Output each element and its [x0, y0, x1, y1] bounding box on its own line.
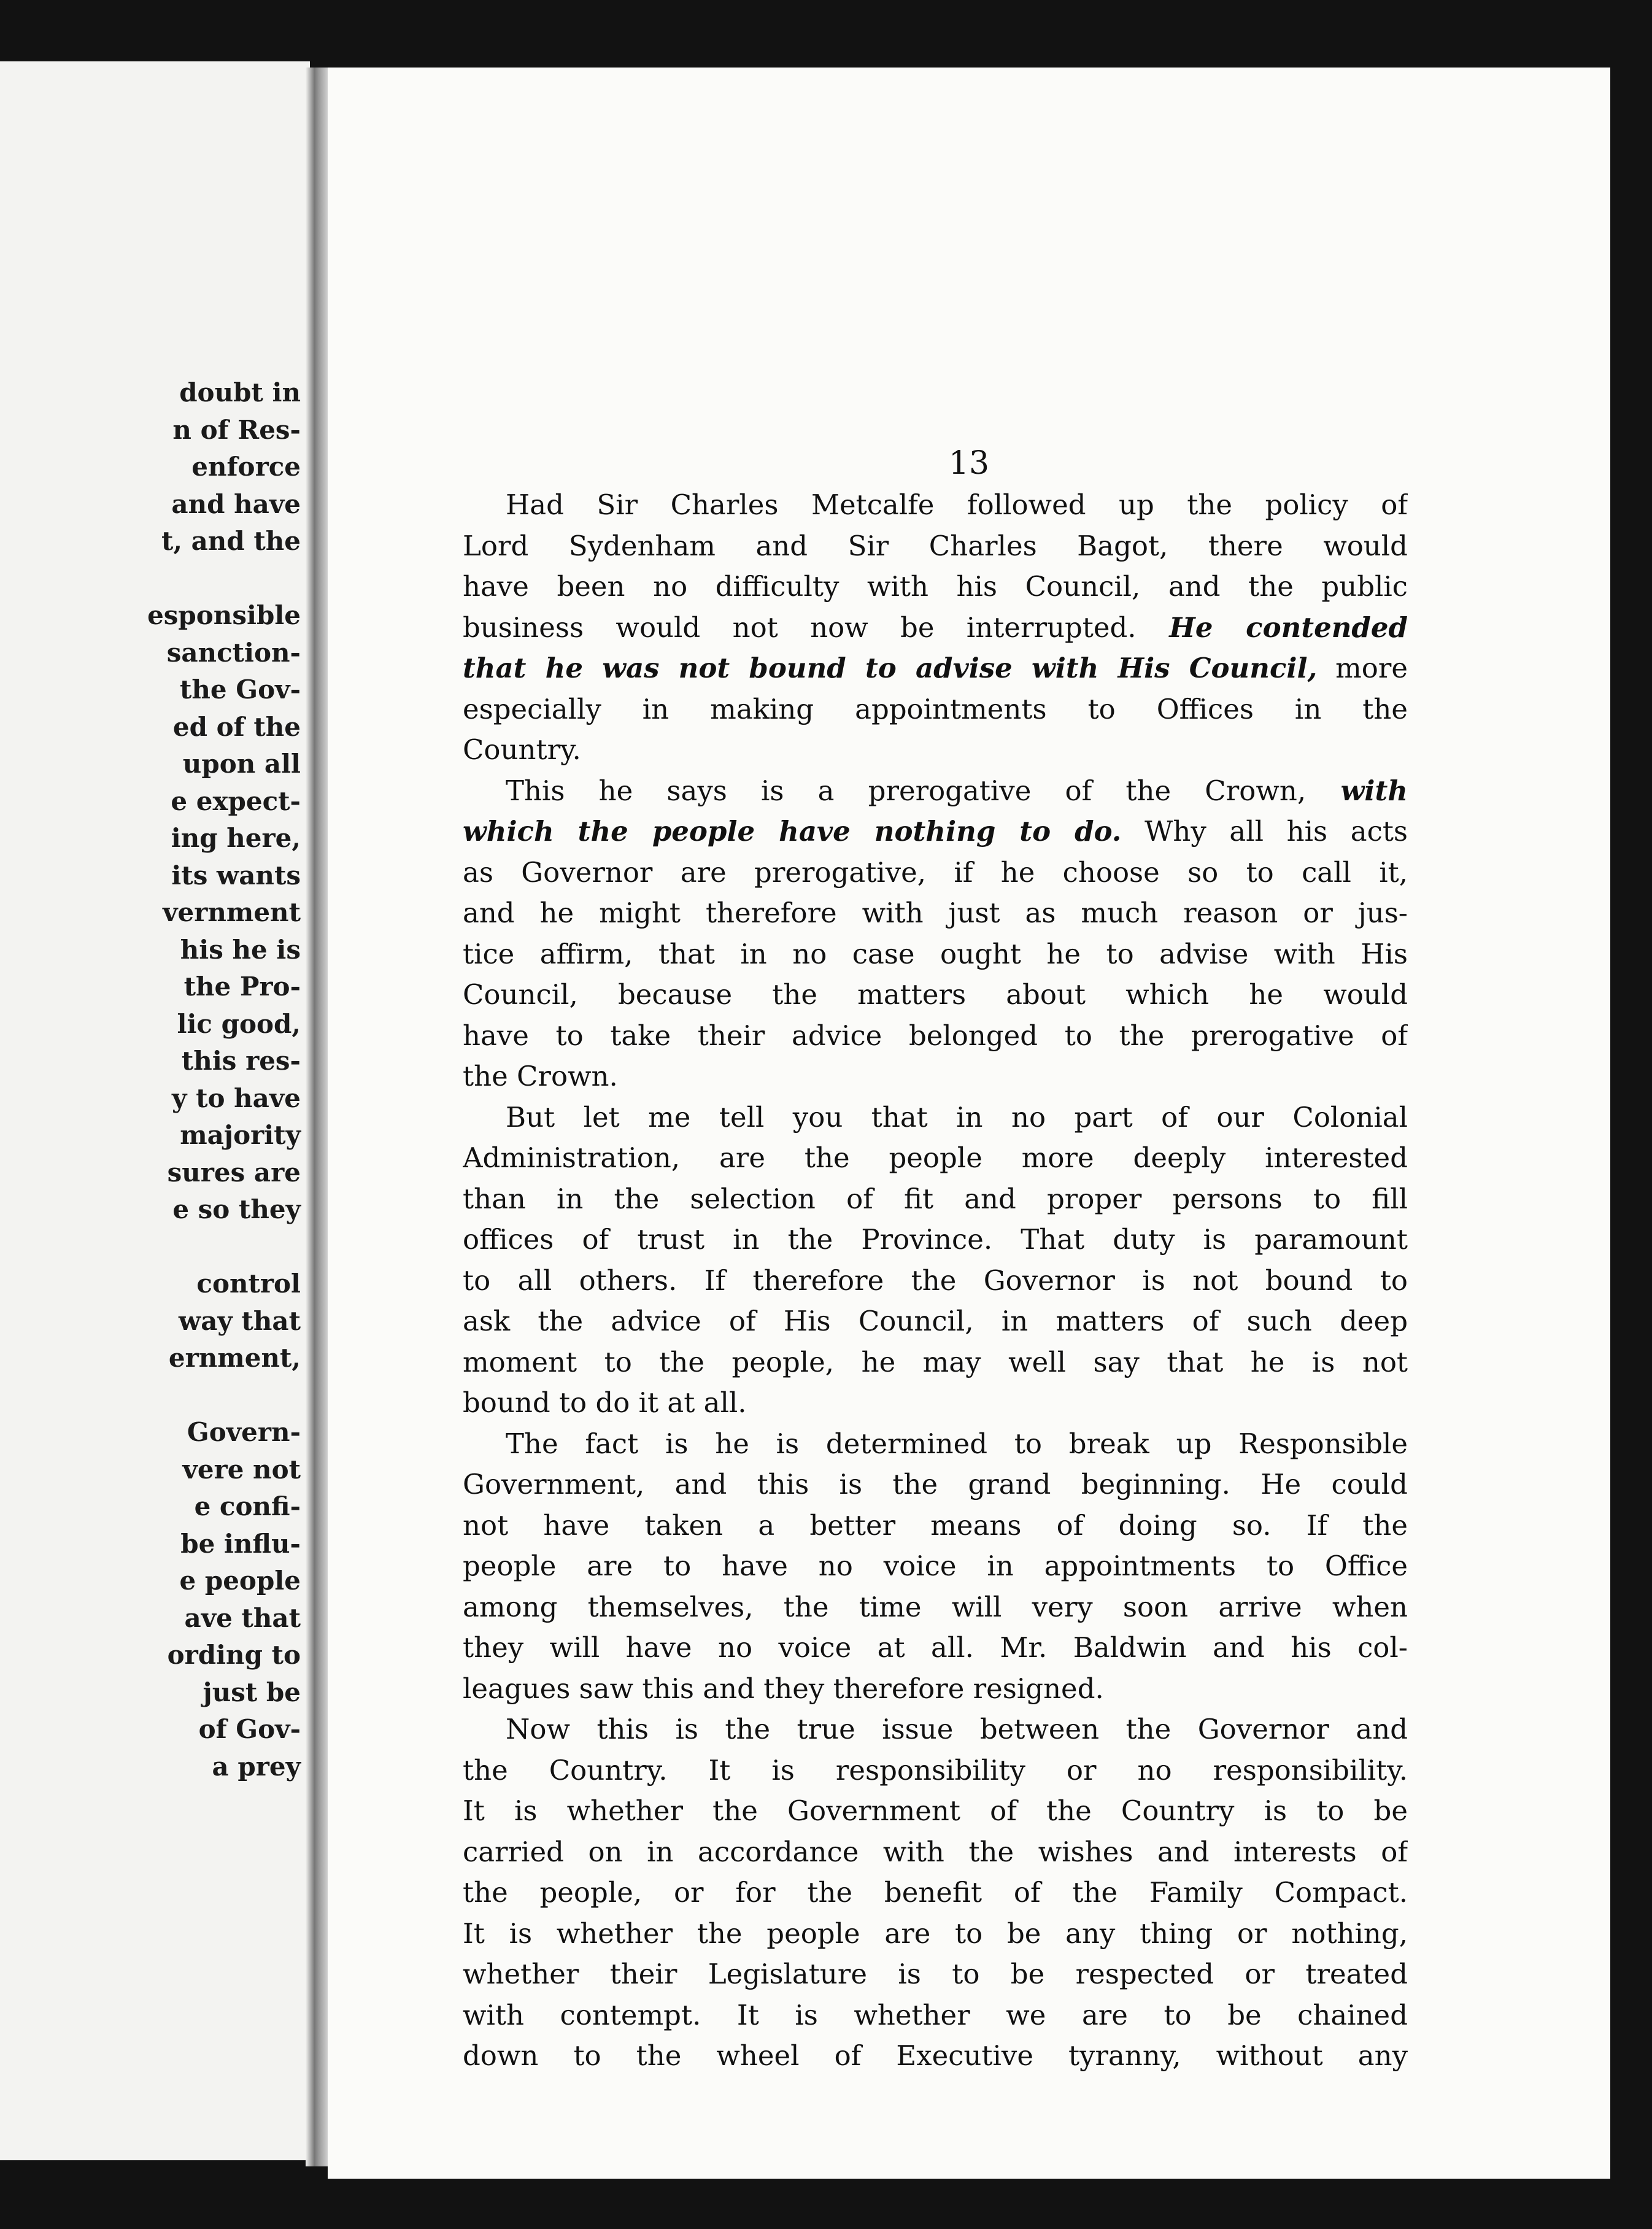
text-line: It is whether the Government of the Country is to be [463, 1794, 1408, 1827]
text-line: tice affirm, that in no case ought he to advise with His [463, 937, 1408, 970]
left-text-line: e so they [172, 1194, 301, 1224]
text-line: have to take their advice belonged to the prerogative of [463, 1019, 1408, 1052]
italic-run: He contended [1136, 611, 1408, 644]
left-text-line [0, 560, 301, 598]
text-line [463, 771, 1408, 812]
left-text-line: t, and the [161, 526, 301, 556]
left-text-line: its wants [171, 860, 301, 890]
text-line: than in the selection of fit and proper persons to fill [463, 1182, 1408, 1215]
left-text-line: ording to [167, 1640, 301, 1670]
page-number: 13 [948, 445, 990, 482]
left-text-line: of Gov- [198, 1714, 301, 1744]
text-line: they will have no voice at all. Mr. Baldwin and his col- [463, 1631, 1408, 1664]
left-text-line: sanction- [166, 637, 301, 668]
text-line: offices of trust in the Province. That duty is paramount [463, 1223, 1408, 1256]
text-line: Now this is the true issue between the Governor and [506, 1713, 1408, 1745]
italic-run: which the people have nothing to do. [463, 815, 1122, 848]
left-text-line: e expect- [171, 786, 301, 816]
text-line: Administration, are the people more deeply interested [463, 1142, 1408, 1174]
left-text-line [0, 1229, 301, 1266]
text-line: Lord Sydenham and Sir Charles Bagot, there would [463, 529, 1408, 562]
text-run: Why all his acts [1121, 815, 1408, 848]
text-line [463, 608, 1408, 649]
text-line: moment to the people, he may well say that he is not [463, 1345, 1408, 1378]
left-text-line: Govern- [187, 1417, 301, 1447]
text-line: have been no difficulty with his Council, and the public [463, 570, 1408, 603]
left-text-line: enforce [191, 452, 301, 482]
paragraph-1 [463, 485, 1408, 771]
left-text-line: way that [179, 1305, 301, 1336]
text-line: bound to do it at all. [463, 1386, 747, 1419]
text-line: ask the advice of His Council, in matters of such deep [463, 1305, 1408, 1337]
left-text-line: e people [179, 1566, 301, 1596]
left-text-line: the Gov- [180, 674, 301, 705]
text-line [463, 648, 1408, 689]
italic-run: that he was not bound to advise with His Council, [463, 652, 1318, 684]
right-page [328, 68, 1610, 2179]
left-text-line: vere not [182, 1454, 301, 1485]
left-text-line: a prey [212, 1751, 301, 1782]
left-text-line: just be [203, 1677, 301, 1707]
text-line: Government, and this is the grand beginning. He could [463, 1468, 1408, 1501]
text-line: among themselves, the time will very soon arrive when [463, 1590, 1408, 1623]
text-line: carried on in accordance with the wishes and interests of [463, 1835, 1408, 1868]
left-text-line: and have [171, 489, 301, 519]
text-line: people are to have no voice in appointments to Office [463, 1550, 1408, 1582]
left-text-line: upon all [182, 749, 301, 779]
left-text-line [0, 1377, 301, 1415]
left-text-line: sures are [167, 1157, 301, 1188]
paragraph-3 [463, 1097, 1408, 1424]
paragraph-2 [463, 771, 1408, 1097]
left-text-line: ed of the [172, 711, 301, 742]
text-run: more [1317, 652, 1408, 684]
body-text [463, 485, 1408, 2077]
left-text-line: lic good, [177, 1008, 301, 1039]
left-page-text [0, 374, 301, 1785]
text-run: business would not now be interrupted. [463, 611, 1137, 644]
italic-run: with [1306, 774, 1408, 807]
text-line: The fact is he is determined to break up Responsible [506, 1427, 1408, 1460]
left-text-line: this res- [181, 1046, 301, 1076]
left-text-line: majority [180, 1120, 301, 1150]
text-line: to all others. If therefore the Governor is not bound to [463, 1264, 1408, 1297]
paragraph-5 [463, 1709, 1408, 2077]
text-run: This he says is a prerogative of the Crown, [506, 774, 1307, 807]
left-facing-page [0, 61, 310, 2160]
text-line: the people, or for the benefit of the Family Compact. [463, 1876, 1408, 1909]
text-line: down to the wheel of Executive tyranny, without any [463, 2039, 1408, 2072]
left-text-line: ing here, [171, 823, 301, 853]
text-line: Council, because the matters about which he would [463, 978, 1408, 1011]
text-line: But let me tell you that in no part of our Colonial [506, 1100, 1408, 1134]
text-line: the Country. It is responsibility or no responsibility. [463, 1753, 1408, 1787]
text-line: as Governor are prerogative, if he choose so to call it, [463, 856, 1408, 889]
text-line [463, 811, 1408, 852]
left-text-line: his he is [180, 934, 301, 965]
left-text-line: doubt in [179, 377, 301, 408]
book-gutter [306, 68, 328, 2166]
text-line: leagues saw this and they therefore resigned. [463, 1672, 1104, 1705]
text-line: especially in making appointments to Offices in the [463, 692, 1408, 725]
left-text-line: vernment [163, 897, 301, 927]
text-line: whether their Legislature is to be respected or treated [463, 1958, 1408, 1990]
text-line: Had Sir Charles Metcalfe followed up the policy of [506, 489, 1408, 521]
left-text-line: y to have [172, 1083, 301, 1113]
text-line: Country. [463, 733, 581, 766]
text-line: and he might therefore with just as much reason or jus- [463, 897, 1408, 929]
left-text-line: ernment, [168, 1343, 301, 1373]
paragraph-4 [463, 1424, 1408, 1710]
left-text-line: be influ- [180, 1528, 301, 1559]
left-text-line: ave that [184, 1602, 301, 1633]
left-text-line: n of Res- [172, 414, 301, 445]
left-text-line: e confi- [194, 1491, 301, 1521]
left-text-line: esponsible [147, 600, 301, 630]
text-line: the Crown. [463, 1060, 618, 1092]
left-text-line: the Pro- [183, 972, 301, 1002]
left-text-line: control [196, 1269, 301, 1299]
text-line: with contempt. It is whether we are to be chained [463, 1998, 1408, 2031]
text-line: It is whether the people are to be any thing or nothing, [463, 1917, 1408, 1950]
text-line: not have taken a better means of doing so. If the [463, 1509, 1408, 1542]
